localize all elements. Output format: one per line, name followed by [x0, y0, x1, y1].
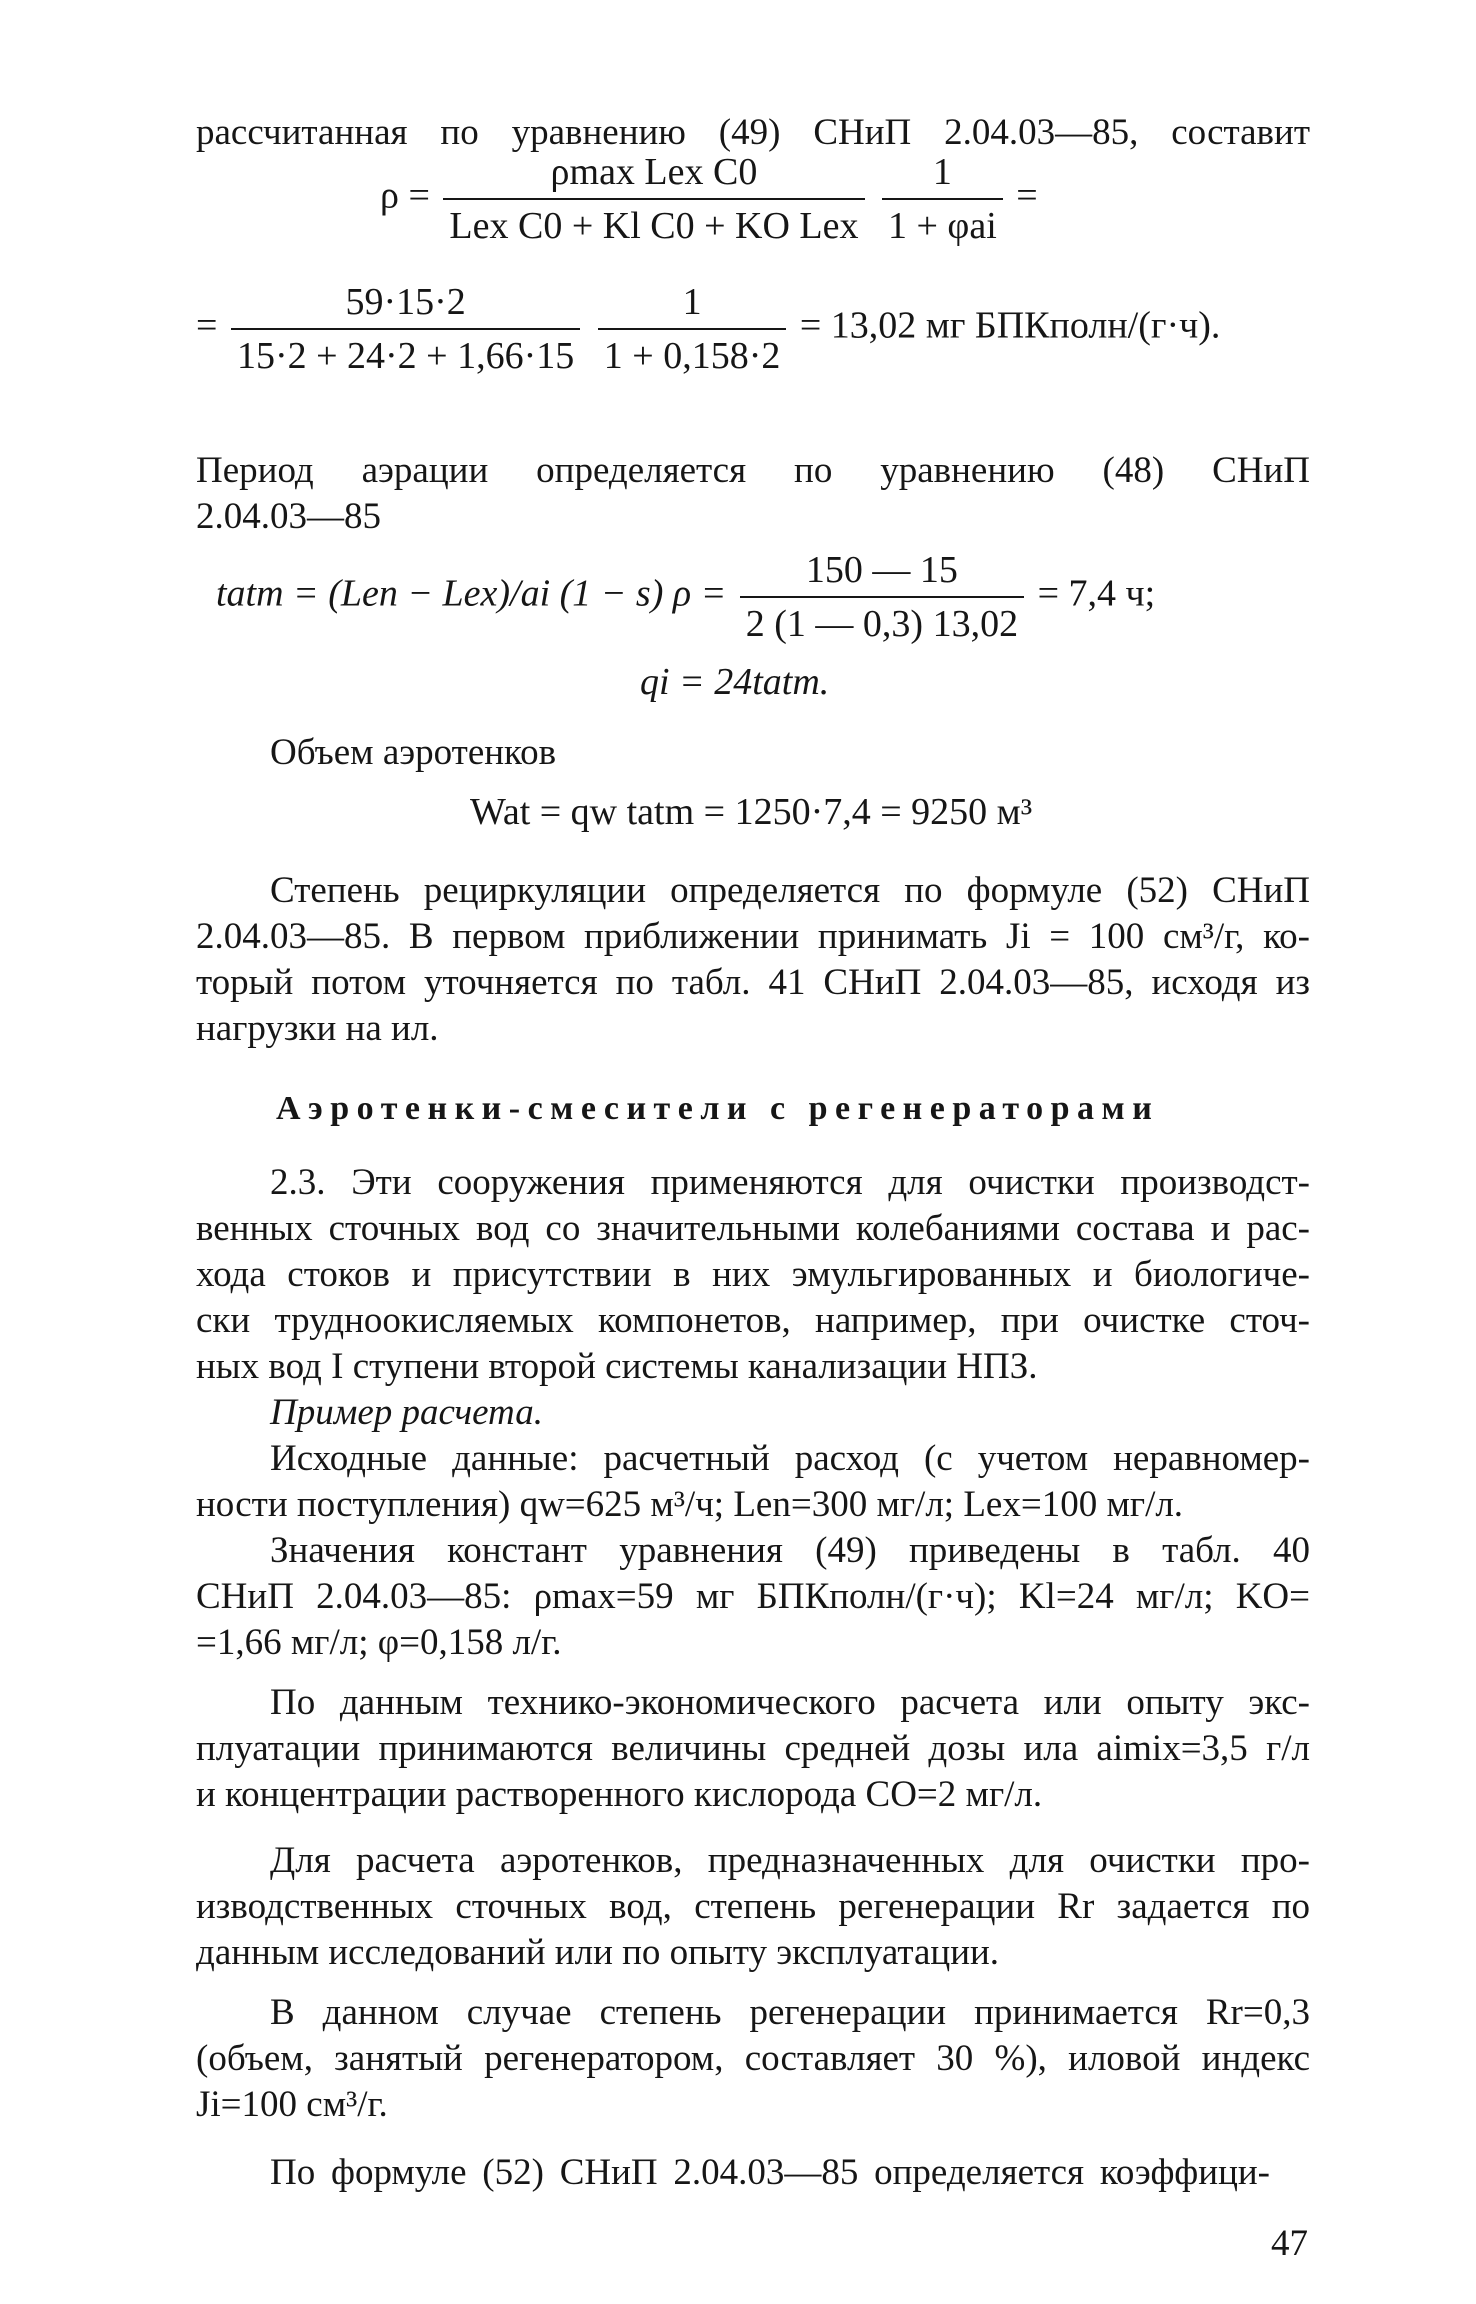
source-data-line-2: ности поступления) qw=625 м³/ч; Len=300 мг/л; Lex=100 мг/л.	[196, 1484, 1184, 1525]
formula-rho-eq: =	[1016, 174, 1038, 217]
formula-rho	[380, 150, 1038, 248]
page-number: 47	[1271, 2223, 1308, 2264]
para-2-3-line-2: венных сточных вод со значительными колебаниями состава и рас-	[196, 1208, 1310, 1249]
intro-line: рассчитанная по уравнению (49) СНиП 2.04.03—85, составит	[196, 112, 1310, 153]
para-2-3-line-3: хода стоков и присутствии в них эмульгированных и биологиче-	[196, 1254, 1310, 1295]
case-line-1: В данном случае степень регенерации принимается Rr=0,3	[270, 1992, 1310, 2033]
formula-rho-values-num-1: 59·15·2	[345, 281, 466, 323]
formula-rho-fraction-2	[882, 150, 1003, 248]
recirculation-line-3: торый потом уточняется по табл. 41 СНиП 2.04.03—85, исходя из	[196, 962, 1310, 1003]
formula-rho-den-1: Lex C0 + Kl C0 + KO Lex	[443, 198, 864, 248]
formula-tatm-lhs: tatm = (Len − Lex)/ai (1 − s) ρ =	[216, 572, 727, 615]
section-heading: Аэротенки-смесители с регенераторами	[276, 1090, 1160, 1127]
example-label: Пример расчета.	[270, 1392, 543, 1433]
formula-wat: Wat = qw tatm = 1250·7,4 = 9250 м³	[470, 791, 1033, 833]
formula-rho-values-eq: =	[196, 304, 218, 347]
regeneration-line-1: Для расчета аэротенков, предназначенных для очистки про-	[270, 1840, 1310, 1881]
recirculation-line-2: 2.04.03—85. В первом приближении принимать Ji = 100 см³/г, ко-	[196, 916, 1310, 957]
formula-rho-values-den-2: 1 + 0,158·2	[598, 328, 787, 378]
formula-tatm-num: 150 — 15	[805, 549, 958, 591]
recirculation-line-1: Степень рециркуляции определяется по формуле (52) СНиП	[270, 870, 1310, 911]
regeneration-line-3: данным исследований или по опыту эксплуатации.	[196, 1932, 1000, 1973]
formula-tatm-fraction	[740, 548, 1024, 646]
formula-rho-num-2: 1	[932, 151, 952, 193]
constants-line-1: Значения констант уравнения (49) приведены в табл. 40	[270, 1530, 1310, 1571]
case-line-3: Ji=100 см³/г.	[196, 2084, 388, 2125]
formula-rho-num-1: ρmax Lex C0	[550, 151, 758, 193]
constants-line-2: СНиП 2.04.03—85: ρmax=59 мг БПКполн/(г·ч); Kl=24 мг/л; KO=	[196, 1576, 1310, 1617]
para-2-3-line-1: 2.3. Эти сооружения применяются для очистки производст-	[270, 1162, 1310, 1203]
formula-tatm-result: = 7,4 ч;	[1037, 572, 1156, 615]
regeneration-line-2: изводственных сточных вод, степень регенерации Rr задается по	[196, 1886, 1310, 1927]
formula-rho-values-fraction-2	[598, 280, 787, 378]
formula-rho-values-den-1: 15·2 + 24·2 + 1,66·15	[231, 328, 580, 378]
formula-tatm-den: 2 (1 — 0,3) 13,02	[740, 596, 1024, 646]
aeration-line-2: 2.04.03—85	[196, 496, 381, 537]
formula-rho-values-result: = 13,02 мг БПКполн/(г·ч).	[799, 304, 1221, 347]
para-2-3-line-4: ски трудноокисляемых компонетов, например, при очистке сточ-	[196, 1300, 1310, 1341]
para-2-3-line-5: ных вод I ступени второй системы канализации НПЗ.	[196, 1346, 1038, 1387]
formula-rho-values-fraction-1	[231, 280, 580, 378]
final-line-1: По формуле (52) СНиП 2.04.03—85 определяется коэффици-	[270, 2152, 1270, 2193]
formula-qi: qi = 24tatm.	[640, 661, 830, 703]
aeration-line-1: Период аэрации определяется по уравнению (48) СНиП	[196, 450, 1310, 491]
formula-rho-values-num-2: 1	[682, 281, 702, 323]
formula-rho-fraction-1	[443, 150, 864, 248]
formula-tatm	[216, 548, 1155, 646]
case-line-2: (объем, занятый регенератором, составляет 30 %), иловой индекс	[196, 2038, 1310, 2079]
formula-rho-lhs: ρ =	[380, 174, 430, 217]
technical-line-1: По данным технико-экономического расчета или опыту экс-	[270, 1682, 1310, 1723]
constants-line-3: =1,66 мг/л; φ=0,158 л/г.	[196, 1622, 562, 1663]
recirculation-line-4: нагрузки на ил.	[196, 1008, 439, 1049]
volume-label: Объем аэротенков	[270, 732, 557, 773]
formula-rho-values	[196, 280, 1220, 378]
source-data-line-1: Исходные данные: расчетный расход (с учетом неравномер-	[270, 1438, 1310, 1479]
formula-rho-den-2: 1 + φai	[882, 198, 1003, 248]
technical-line-2: плуатации принимаются величины средней дозы ила aimix=3,5 г/л	[196, 1728, 1310, 1769]
technical-line-3: и концентрации растворенного кислорода CO=2 мг/л.	[196, 1774, 1043, 1815]
